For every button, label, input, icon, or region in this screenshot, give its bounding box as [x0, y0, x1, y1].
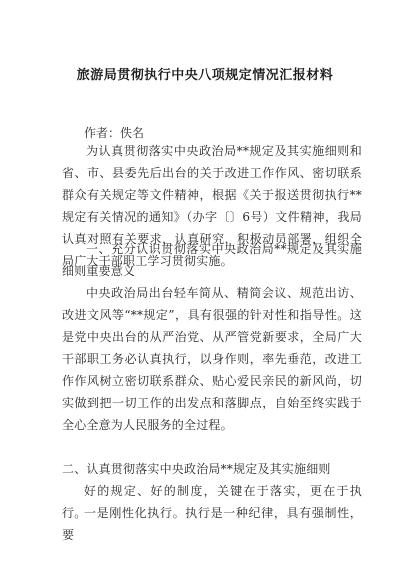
section-heading-2: 二、认真贯彻落实中央政治局**规定及其实施细则 [62, 462, 331, 476]
section-heading-1: 一、充分认识贯彻落实中央政治局**规定及其实施细则重要意义 [62, 242, 362, 278]
paragraph-point-1: 一是刚性化执行。执行是一种纪律，具有强制性，要 [62, 506, 362, 542]
paragraph-intro: 为认真贯彻落实中央政治局**规定及其实施细则和省、市、县委先后出台的关于改进工作作风、密切联系群众有关规定等文件精神，根据《关于报送贯彻执行**规定有关情况的通知》（办字〔〕6号）文件精神，我局认真对照有关要求，认真研究，积极动员部署，组织全局广大干部职工学习贯彻实施。 [62, 144, 362, 268]
document-title: 旅游局贯彻执行中央八项规定情况汇报材料 [76, 68, 334, 83]
paragraph-section-2: 好的规定、好的制度，关键在于落实，更在于执行。 [62, 484, 362, 520]
author-line: 作者：佚名 [84, 126, 145, 140]
paragraph-section-1: 中央政治局出台轻车简从、精简会议、规范出访、改进文风等“**规定”，具有很强的针对性和指导性。这是党中央出台的从严治党、从严管党新要求，全局广大干部职工务必认真执行，以身作则，率先垂范，改进工作作风树立密切联系群众、贴心爱民亲民的新风尚，切实做到把一切工作的出发点和落脚点，自始至终实践于全心全意为人民服务的全过程。 [62, 286, 362, 432]
